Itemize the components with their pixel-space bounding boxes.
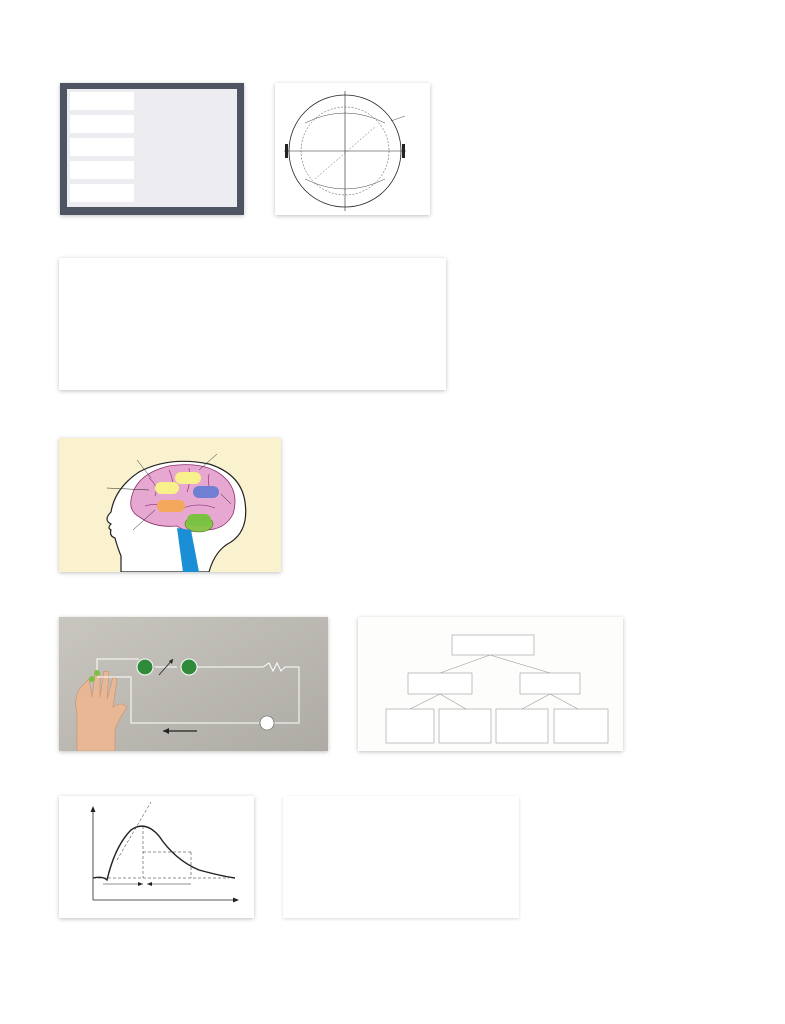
skin-circuit-figure: [59, 617, 328, 751]
scr-bar-charts: [283, 796, 519, 918]
brain-function-figure: [59, 438, 281, 572]
gamma-wave: [70, 92, 134, 110]
scr-response-curve: [59, 796, 254, 918]
delta-wave: [70, 184, 134, 202]
eda-tree-diagram: [358, 617, 623, 751]
theta-wave: [70, 161, 134, 179]
beta-wave: [70, 115, 134, 133]
electrode-map-figure: [275, 83, 430, 215]
eeg-wave-types-figure: [60, 83, 244, 215]
eeg-multichannel-plot: [59, 258, 446, 390]
alpha-wave: [70, 138, 134, 156]
